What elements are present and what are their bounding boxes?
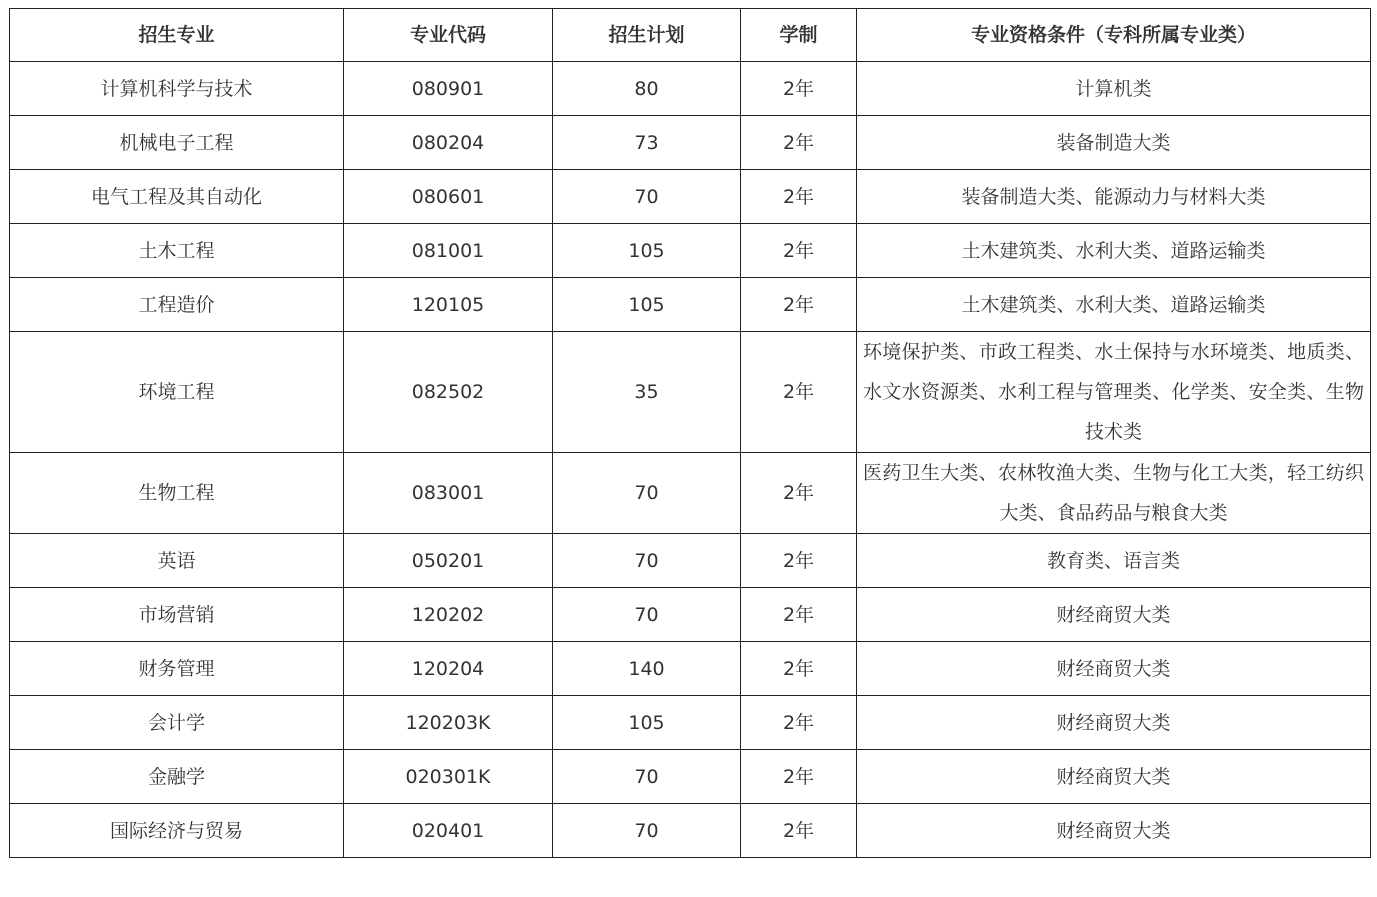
cell-plan: 105	[553, 696, 741, 750]
cell-code: 120105	[344, 278, 553, 332]
cell-code: 083001	[344, 453, 553, 534]
cell-qualification: 财经商贸大类	[857, 750, 1371, 804]
header-row	[10, 9, 1371, 62]
cell-duration: 2年	[741, 588, 857, 642]
admissions-table	[9, 8, 1371, 858]
cell-plan: 70	[553, 750, 741, 804]
cell-qualification: 财经商贸大类	[857, 642, 1371, 696]
cell-code: 120204	[344, 642, 553, 696]
cell-major: 生物工程	[10, 453, 344, 534]
cell-plan: 105	[553, 278, 741, 332]
cell-plan: 35	[553, 332, 741, 453]
cell-qualification: 土木建筑类、水利大类、道路运输类	[857, 278, 1371, 332]
table-row	[10, 278, 1371, 332]
cell-plan: 105	[553, 224, 741, 278]
cell-major: 会计学	[10, 696, 344, 750]
cell-code: 120202	[344, 588, 553, 642]
header-duration: 学制	[741, 9, 857, 62]
cell-qualification: 教育类、语言类	[857, 534, 1371, 588]
cell-duration: 2年	[741, 224, 857, 278]
cell-qualification: 财经商贸大类	[857, 696, 1371, 750]
table-row	[10, 170, 1371, 224]
cell-plan: 70	[553, 534, 741, 588]
cell-plan: 70	[553, 453, 741, 534]
table-body	[10, 62, 1371, 858]
header-code: 专业代码	[344, 9, 553, 62]
cell-duration: 2年	[741, 750, 857, 804]
table-row	[10, 453, 1371, 534]
cell-major: 工程造价	[10, 278, 344, 332]
cell-plan: 80	[553, 62, 741, 116]
cell-major: 计算机科学与技术	[10, 62, 344, 116]
cell-duration: 2年	[741, 332, 857, 453]
cell-qualification: 装备制造大类、能源动力与材料大类	[857, 170, 1371, 224]
table-row	[10, 116, 1371, 170]
cell-duration: 2年	[741, 116, 857, 170]
cell-major: 国际经济与贸易	[10, 804, 344, 858]
cell-plan: 140	[553, 642, 741, 696]
cell-major: 环境工程	[10, 332, 344, 453]
cell-major: 英语	[10, 534, 344, 588]
cell-major: 机械电子工程	[10, 116, 344, 170]
table-row	[10, 696, 1371, 750]
cell-plan: 70	[553, 804, 741, 858]
header-plan: 招生计划	[553, 9, 741, 62]
cell-qualification: 装备制造大类	[857, 116, 1371, 170]
table-row	[10, 332, 1371, 453]
table-row	[10, 588, 1371, 642]
cell-major: 电气工程及其自动化	[10, 170, 344, 224]
table-row	[10, 534, 1371, 588]
cell-duration: 2年	[741, 453, 857, 534]
cell-major: 土木工程	[10, 224, 344, 278]
cell-code: 120203K	[344, 696, 553, 750]
header-qualification: 专业资格条件（专科所属专业类）	[857, 9, 1371, 62]
cell-plan: 73	[553, 116, 741, 170]
cell-code: 080601	[344, 170, 553, 224]
cell-code: 020301K	[344, 750, 553, 804]
table-row	[10, 804, 1371, 858]
cell-duration: 2年	[741, 804, 857, 858]
header-major: 招生专业	[10, 9, 344, 62]
cell-duration: 2年	[741, 642, 857, 696]
cell-code: 080901	[344, 62, 553, 116]
cell-qualification: 环境保护类、市政工程类、水土保持与水环境类、地质类、水文水资源类、水利工程与管理类、化学类、安全类、生物技术类	[857, 332, 1371, 453]
cell-qualification: 土木建筑类、水利大类、道路运输类	[857, 224, 1371, 278]
cell-code: 081001	[344, 224, 553, 278]
cell-plan: 70	[553, 170, 741, 224]
table-header	[10, 9, 1371, 62]
cell-code: 050201	[344, 534, 553, 588]
cell-code: 082502	[344, 332, 553, 453]
cell-major: 市场营销	[10, 588, 344, 642]
cell-duration: 2年	[741, 278, 857, 332]
cell-qualification: 医药卫生大类、农林牧渔大类、生物与化工大类，轻工纺织大类、食品药品与粮食大类	[857, 453, 1371, 534]
table-row	[10, 62, 1371, 116]
table-row	[10, 224, 1371, 278]
cell-duration: 2年	[741, 62, 857, 116]
cell-duration: 2年	[741, 534, 857, 588]
cell-plan: 70	[553, 588, 741, 642]
cell-duration: 2年	[741, 170, 857, 224]
cell-major: 金融学	[10, 750, 344, 804]
table-row	[10, 642, 1371, 696]
table-row	[10, 750, 1371, 804]
cell-duration: 2年	[741, 696, 857, 750]
cell-major: 财务管理	[10, 642, 344, 696]
cell-code: 020401	[344, 804, 553, 858]
cell-qualification: 计算机类	[857, 62, 1371, 116]
cell-qualification: 财经商贸大类	[857, 588, 1371, 642]
cell-qualification: 财经商贸大类	[857, 804, 1371, 858]
cell-code: 080204	[344, 116, 553, 170]
